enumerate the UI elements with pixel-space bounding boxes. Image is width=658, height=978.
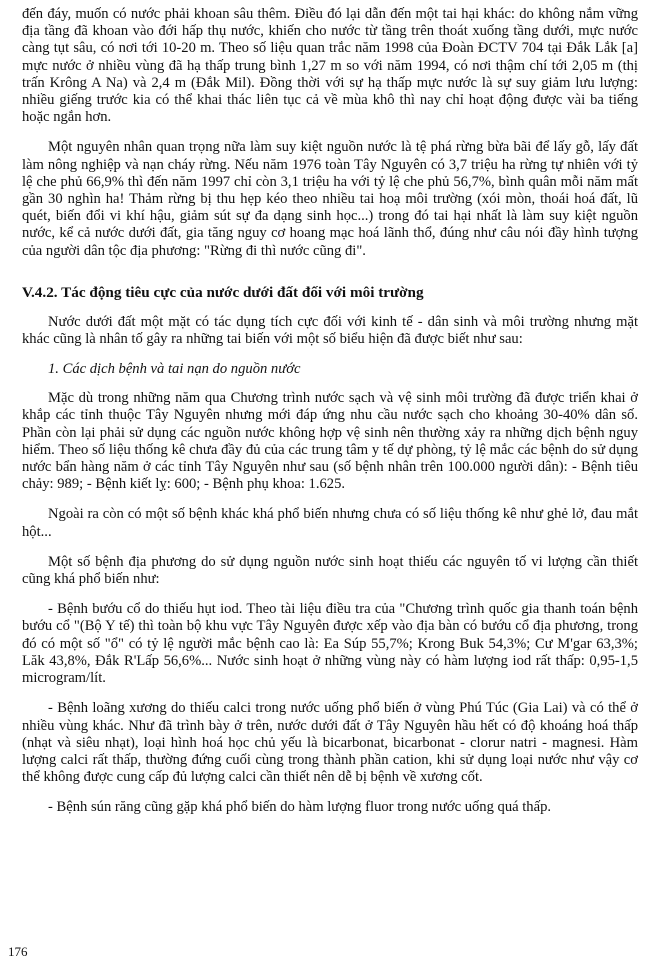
paragraph-clean-water-program: Mặc dù trong những năm qua Chương trình nước sạch và vệ sinh môi trường đã được triển khai ở khắp các tỉnh thuộc Tây Nguyên nhưng mới đáp ứng nhu cầu nước sạch cho khoảng 30-40% dân số. Phần còn lại phải sử dụng các nguồn nước không hợp vệ sinh nên thường xảy ra những dịch bệnh nguy hiểm. Theo số liệu thống kê chưa đầy đủ của các trung tâm y tế dự phòng, tỷ lệ mắc các bệnh do sử dụng nước bẩn hàng năm ở các tỉnh Tây Nguyên như sau (số bệnh nhân trên 100.000 người dân): - Bệnh tiêu chảy: 989; - Bệnh kiết lỵ: 600; - Bệnh phụ khoa: 1.625.: [22, 390, 638, 493]
paragraph-other-diseases: Ngoài ra còn có một số bệnh khác khá phổ biến nhưng chưa có số liệu thống kê như ghẻ lở, đau mắt hột...: [22, 506, 638, 540]
paragraph-groundwater-decline: đến đáy, muốn có nước phải khoan sâu thêm. Điều đó lại dẫn đến một tai hại khác: do không nắm vững địa tầng đã khoan vào đới hấp thụ nước, khiến cho nước từ tầng trên thoát xuống tầng dưới, mực nước càng tụt sâu, có nơi tới 10-20 m. Theo số liệu quan trắc năm 1998 của Đoàn ĐCTV 704 tại Đắk Lắk [a] mực nước ở nhiều vùng đã hạ thấp trung bình 1,27 m so với năm 1994, có nơi thậm chí tới 2,05 m (thị trấn Krông A Na) và 2,4 m (Đắk Mil). Đồng thời với sự hạ thấp mực nước là sự suy giảm lưu lượng: nhiều giếng trước kia có thể khai thác liên tục cả về mùa khô thì nay chỉ hoạt động được vài ba tiếng hoặc ngắn hơn.: [22, 6, 638, 126]
paragraph-deforestation: Một nguyên nhân quan trọng nữa làm suy kiệt nguồn nước là tệ phá rừng bừa bãi để lấy gỗ, lấy đất làm nông nghiệp và nạn cháy rừng. Nếu năm 1976 toàn Tây Nguyên có 3,7 triệu ha rừng tự nhiên với tỷ lệ che phủ 66,9% thì đến năm 1997 chỉ còn 3,1 triệu ha với tỷ lệ che phủ 56,7%, bình quân mỗi năm mất gần 30 nghìn ha! Thảm rừng bị thu hẹp kéo theo nhiều tai hoạ môi trường (xói mòn, thoái hoá đất, lũ quét, biến đổi vi khí hậu, giảm sút sự đa dạng sinh học...) trong đó tai hại nhất là làm suy kiệt nguồn nước, kể cả nước dưới đất, gia tăng nguy cơ hoang mạc hoá lãnh thổ, đúng như câu nói đầy hình tượng của người dân tộc địa phương: "Rừng đi thì nước cũng đi".: [22, 139, 638, 259]
page-number: 176: [8, 944, 28, 959]
paragraph-tooth-decay: - Bệnh sún răng cũng gặp khá phổ biến do hàm lượng fluor trong nước uống quá thấp.: [48, 799, 552, 816]
paragraph-section-intro: Nước dưới đất một mặt có tác dụng tích cực đối với kinh tế - dân sinh và môi trường nhưng mặt khác cũng là nhân tố gây ra những tai biến với một số biểu hiện đã được biết như sau:: [22, 313, 638, 348]
paragraph-local-diseases: Một số bệnh địa phương do sử dụng nguồn nước sinh hoạt thiếu các nguyên tố vi lượng cần thiết cũng khá phổ biến như:: [22, 553, 638, 588]
subheading-diseases: 1. Các dịch bệnh và tai nạn do nguồn nước: [48, 361, 301, 378]
paragraph-goiter: - Bệnh bướu cổ do thiếu hụt iod. Theo tài liệu điều tra của "Chương trình quốc gia thanh toán bệnh bướu cổ "(Bộ Y tế) thì toàn bộ khu vực Tây Nguyên được xếp vào địa bàn có bướu cổ địa phương, trong đó có một số "ổ" có tỷ lệ người mắc bệnh cao là: Ea Súp 55,7%; Krong Buk 54,3%; Cư M'gar 63,3%; Lăk 43,8%, Đắk R'Lấp 56,6%... Nước sinh hoạt ở những vùng này có hàm lượng iod rất thấp: 0,95-1,5 microgram/lít.: [22, 601, 638, 687]
document-page: [22, 6, 638, 830]
paragraph-osteoporosis: - Bệnh loãng xương do thiếu calci trong nước uống phổ biến ở vùng Phú Túc (Gia Lai) và có thể ở nhiều vùng khác. Như đã trình bày ở trên, nước dưới đất ở Tây Nguyên hầu hết có độ khoáng hoá thấp (nhạt và siêu nhạt), loại hình hoá học chủ yếu là bicarbonat, bicarbonat - clorur natri - magnesi. Hàm lượng calci rất thấp, thường đứng cuối cùng trong thành phần cation, khi sử dụng loại nước như vậy cơ thể không được cung cấp đủ lượng calci cần thiết nên dễ bị bệnh về xương cốt.: [22, 700, 638, 786]
section-heading: V.4.2. Tác động tiêu cực của nước dưới đất đối với môi trường: [22, 283, 424, 301]
